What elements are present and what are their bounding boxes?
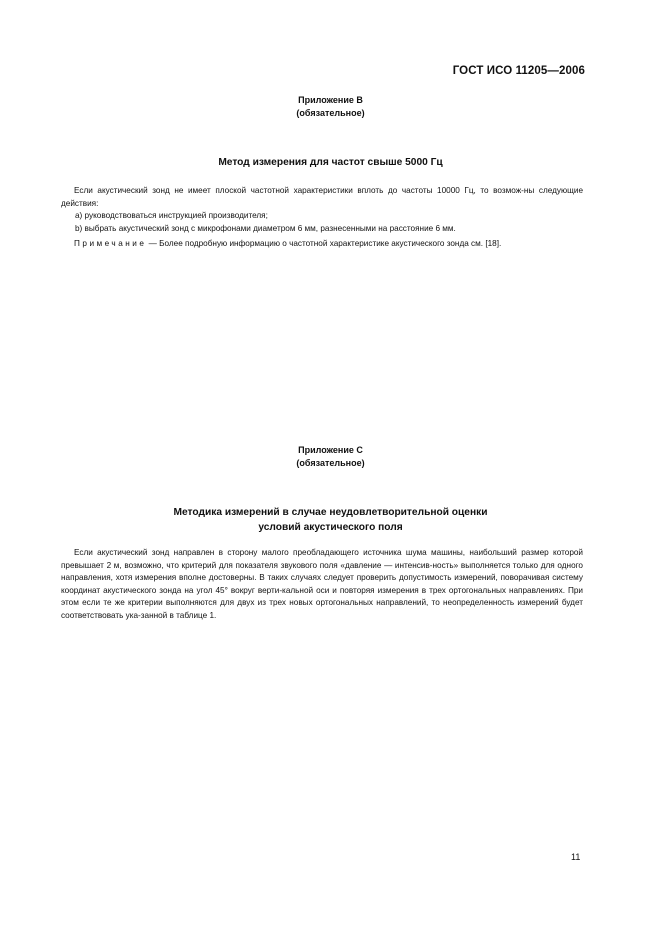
annex-c-title-line2: условий акустического поля xyxy=(258,522,403,533)
annex-c-body xyxy=(61,547,583,622)
annex-c-title-line1: Методика измерений в случае неудовлетворительной оценки xyxy=(173,507,488,518)
annex-b-body xyxy=(61,185,583,251)
annex-c-label: Приложение С xyxy=(298,445,363,455)
note-label: Примечание xyxy=(74,239,147,248)
annex-b-note xyxy=(61,238,583,251)
annex-b-status: (обязательное) xyxy=(296,108,365,118)
annex-b-item-b: b) выбрать акустический зонд с микрофонами диаметром 6 мм, разнесенными на расстояние 6 мм. xyxy=(75,223,456,233)
annex-c-paragraph: Если акустический зонд направлен в сторону малого преобладающего источника шума машины, наибольший размер которой превышает 2 м, возможно, что критерий для показателя звукового поля «давление — интенсив-ность» выполняется только для одного направления, хотя измерения вполне достоверны. В таких случаях следует проверить допустимость измерений, поворачивая систему координат акустического зонда на угол 45° вокруг верти-кальной оси и повторяя измерения в трех ортогональных направлениях. При этом если те же критерии выполняются для двух из трех новых ортогональных направлений, то неопределенность измерений будет соответствовать ука-занной в таблице 1. xyxy=(61,548,583,620)
note-text: — Более подробную информацию о частотной характеристике акустического зонда см. [18]. xyxy=(148,239,502,248)
page-number: 11 xyxy=(571,852,581,862)
annex-b-title: Метод измерения для частот свыше 5000 Гц xyxy=(218,157,443,168)
annex-b-item-a: а) руководствоваться инструкцией производителя; xyxy=(75,211,268,220)
annex-c-status: (обязательное) xyxy=(296,458,365,468)
document-standard-id: ГОСТ ИСО 11205—2006 xyxy=(452,65,585,77)
annex-b-label: Приложение В xyxy=(298,95,363,105)
annex-b-intro: Если акустический зонд не имеет плоской частотной характеристики вплоть до частоты 10000 Гц, то возмож-ны следующие действия: xyxy=(61,186,583,208)
